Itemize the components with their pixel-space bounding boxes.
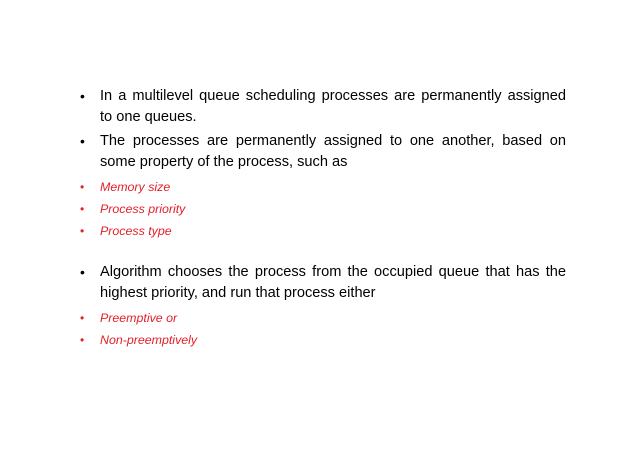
bullet-point (80, 262, 566, 304)
sub-bullet-text: Non-preemptively (100, 333, 198, 347)
bullet-text: In a multilevel queue scheduling processes are permanently assigned to one queues. (100, 88, 566, 125)
bullet-dot-icon: • (80, 202, 85, 216)
bullet-dot-icon: • (80, 88, 85, 104)
spacer (80, 240, 566, 262)
bullet-dot-icon: • (80, 333, 85, 347)
bullet-dot-icon: • (80, 311, 85, 325)
bullet-text: Algorithm chooses the process from the occupied queue that has the highest priority, and run that process either (100, 264, 566, 301)
sub-bullet-text: Process type (100, 224, 172, 238)
sub-bullet-point (80, 201, 566, 218)
sub-bullet-point (80, 179, 566, 196)
bullet-point (80, 131, 566, 173)
sub-bullet-point (80, 310, 566, 327)
bullet-text: The processes are permanently assigned to one another, based on some property of the process, such as (100, 133, 566, 170)
sub-bullet-point (80, 223, 566, 240)
bullet-dot-icon: • (80, 264, 85, 280)
sub-bullet-text: Memory size (100, 180, 171, 194)
sub-bullet-text: Preemptive or (100, 311, 178, 325)
bullet-dot-icon: • (80, 224, 85, 238)
sub-bullet-point (80, 332, 566, 349)
bullet-dot-icon: • (80, 180, 85, 194)
sub-bullet-text: Process priority (100, 202, 186, 216)
bullet-dot-icon: • (80, 133, 85, 149)
bullet-point (80, 86, 566, 128)
slide-content (80, 86, 566, 349)
